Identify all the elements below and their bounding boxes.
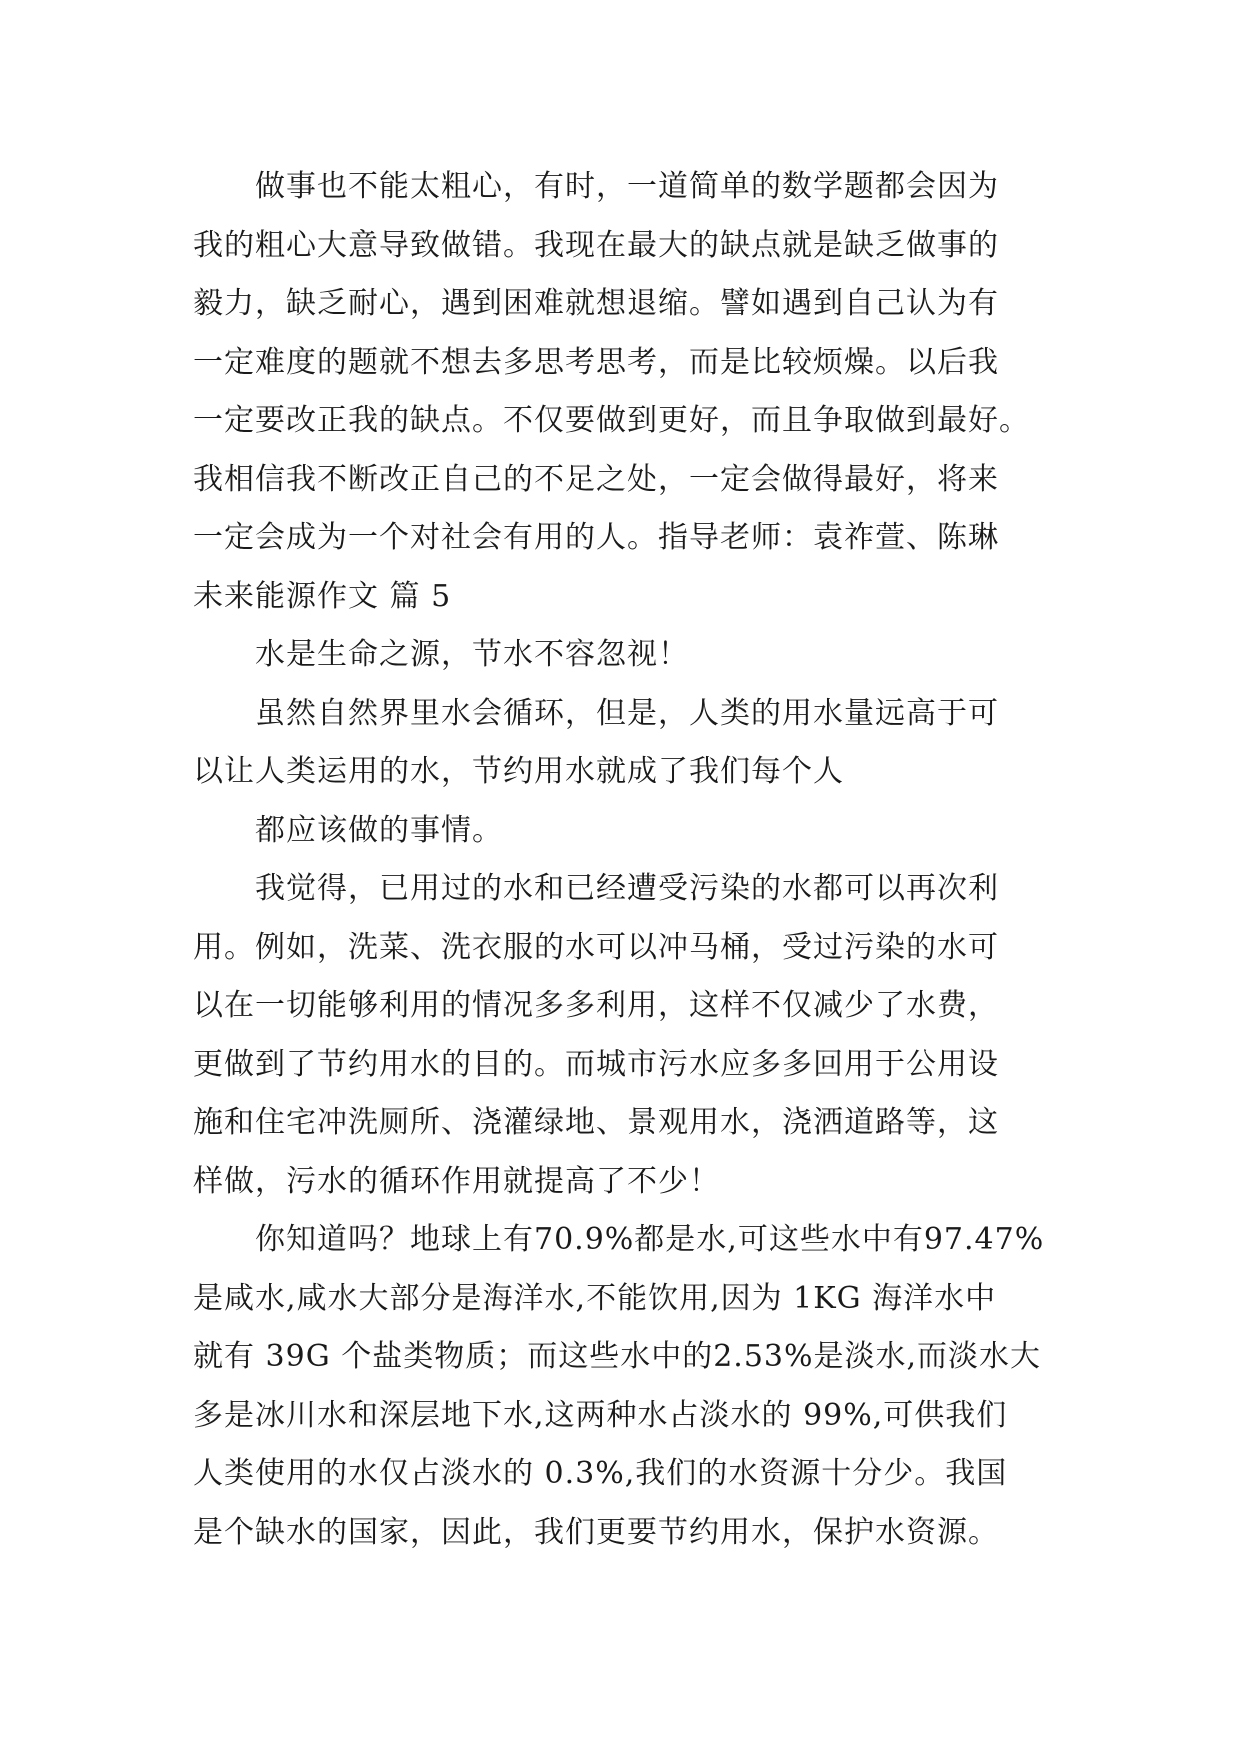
text-line: 你知道吗？地球上有70.9%都是水,可这些水中有97.47% [255,1222,1045,1257]
section-heading: 未来能源作文 篇 5 [193,578,452,614]
text-line: 我相信我不断改正自己的不足之处，一定会做得最好，将来 [193,461,999,497]
text-line: 水是生命之源，节水不容忽视！ [255,637,689,672]
text-line: 我的粗心大意导致做错。我现在最大的缺点就是缺乏做事的 [193,227,999,263]
text-line: 以让人类运用的水，节约用水就成了我们每个人 [193,754,844,789]
document-body [193,158,1073,1562]
text-line: 更做到了节约用水的目的。而城市污水应多多回用于公用设 [193,1046,999,1082]
text-line: 是个缺水的国家，因此，我们更要节约用水，保护水资源。 [193,1514,999,1550]
text-line: 以在一切能够利用的情况多多利用，这样不仅减少了水费， [193,988,999,1023]
text-line: 用。例如，洗菜、洗衣服的水可以冲马桶，受过污染的水可 [193,929,999,965]
text-line: 人类使用的水仅占淡水的 0.3%,我们的水资源十分少。我国 [193,1456,1008,1491]
text-line: 多是冰川水和深层地下水,这两种水占淡水的 99%,可供我们 [193,1397,1008,1433]
text-line: 是咸水,咸水大部分是海洋水,不能饮用,因为 1KG 海洋水中 [193,1280,997,1316]
text-line: 一定会成为一个对社会有用的人。指导老师：袁祚萱、陈琳 [193,520,999,555]
text-line: 一定难度的题就不想去多思考思考，而是比较烦燥。以后我 [193,344,999,380]
text-line: 毅力，缺乏耐心，遇到困难就想退缩。譬如遇到自己认为有 [193,286,999,321]
text-line: 做事也不能太粗心，有时，一道简单的数学题都会因为 [255,169,999,204]
text-line: 就有 39G 个盐类物质；而这些水中的2.53%是淡水,而淡水大 [193,1339,1042,1374]
text-line: 都应该做的事情。 [255,812,503,848]
text-line: 施和住宅冲洗厕所、浇灌绿地、景观用水，浇洒道路等，这 [193,1105,999,1140]
text-line: 样做，污水的循环作用就提高了不少！ [193,1163,720,1199]
text-line: 一定要改正我的缺点。不仅要做到更好，而且争取做到最好。 [193,403,1030,438]
text-line: 虽然自然界里水会循环，但是，人类的用水量远高于可 [255,695,999,731]
text-line: 我觉得，已用过的水和已经遭受污染的水都可以再次利 [255,871,999,906]
